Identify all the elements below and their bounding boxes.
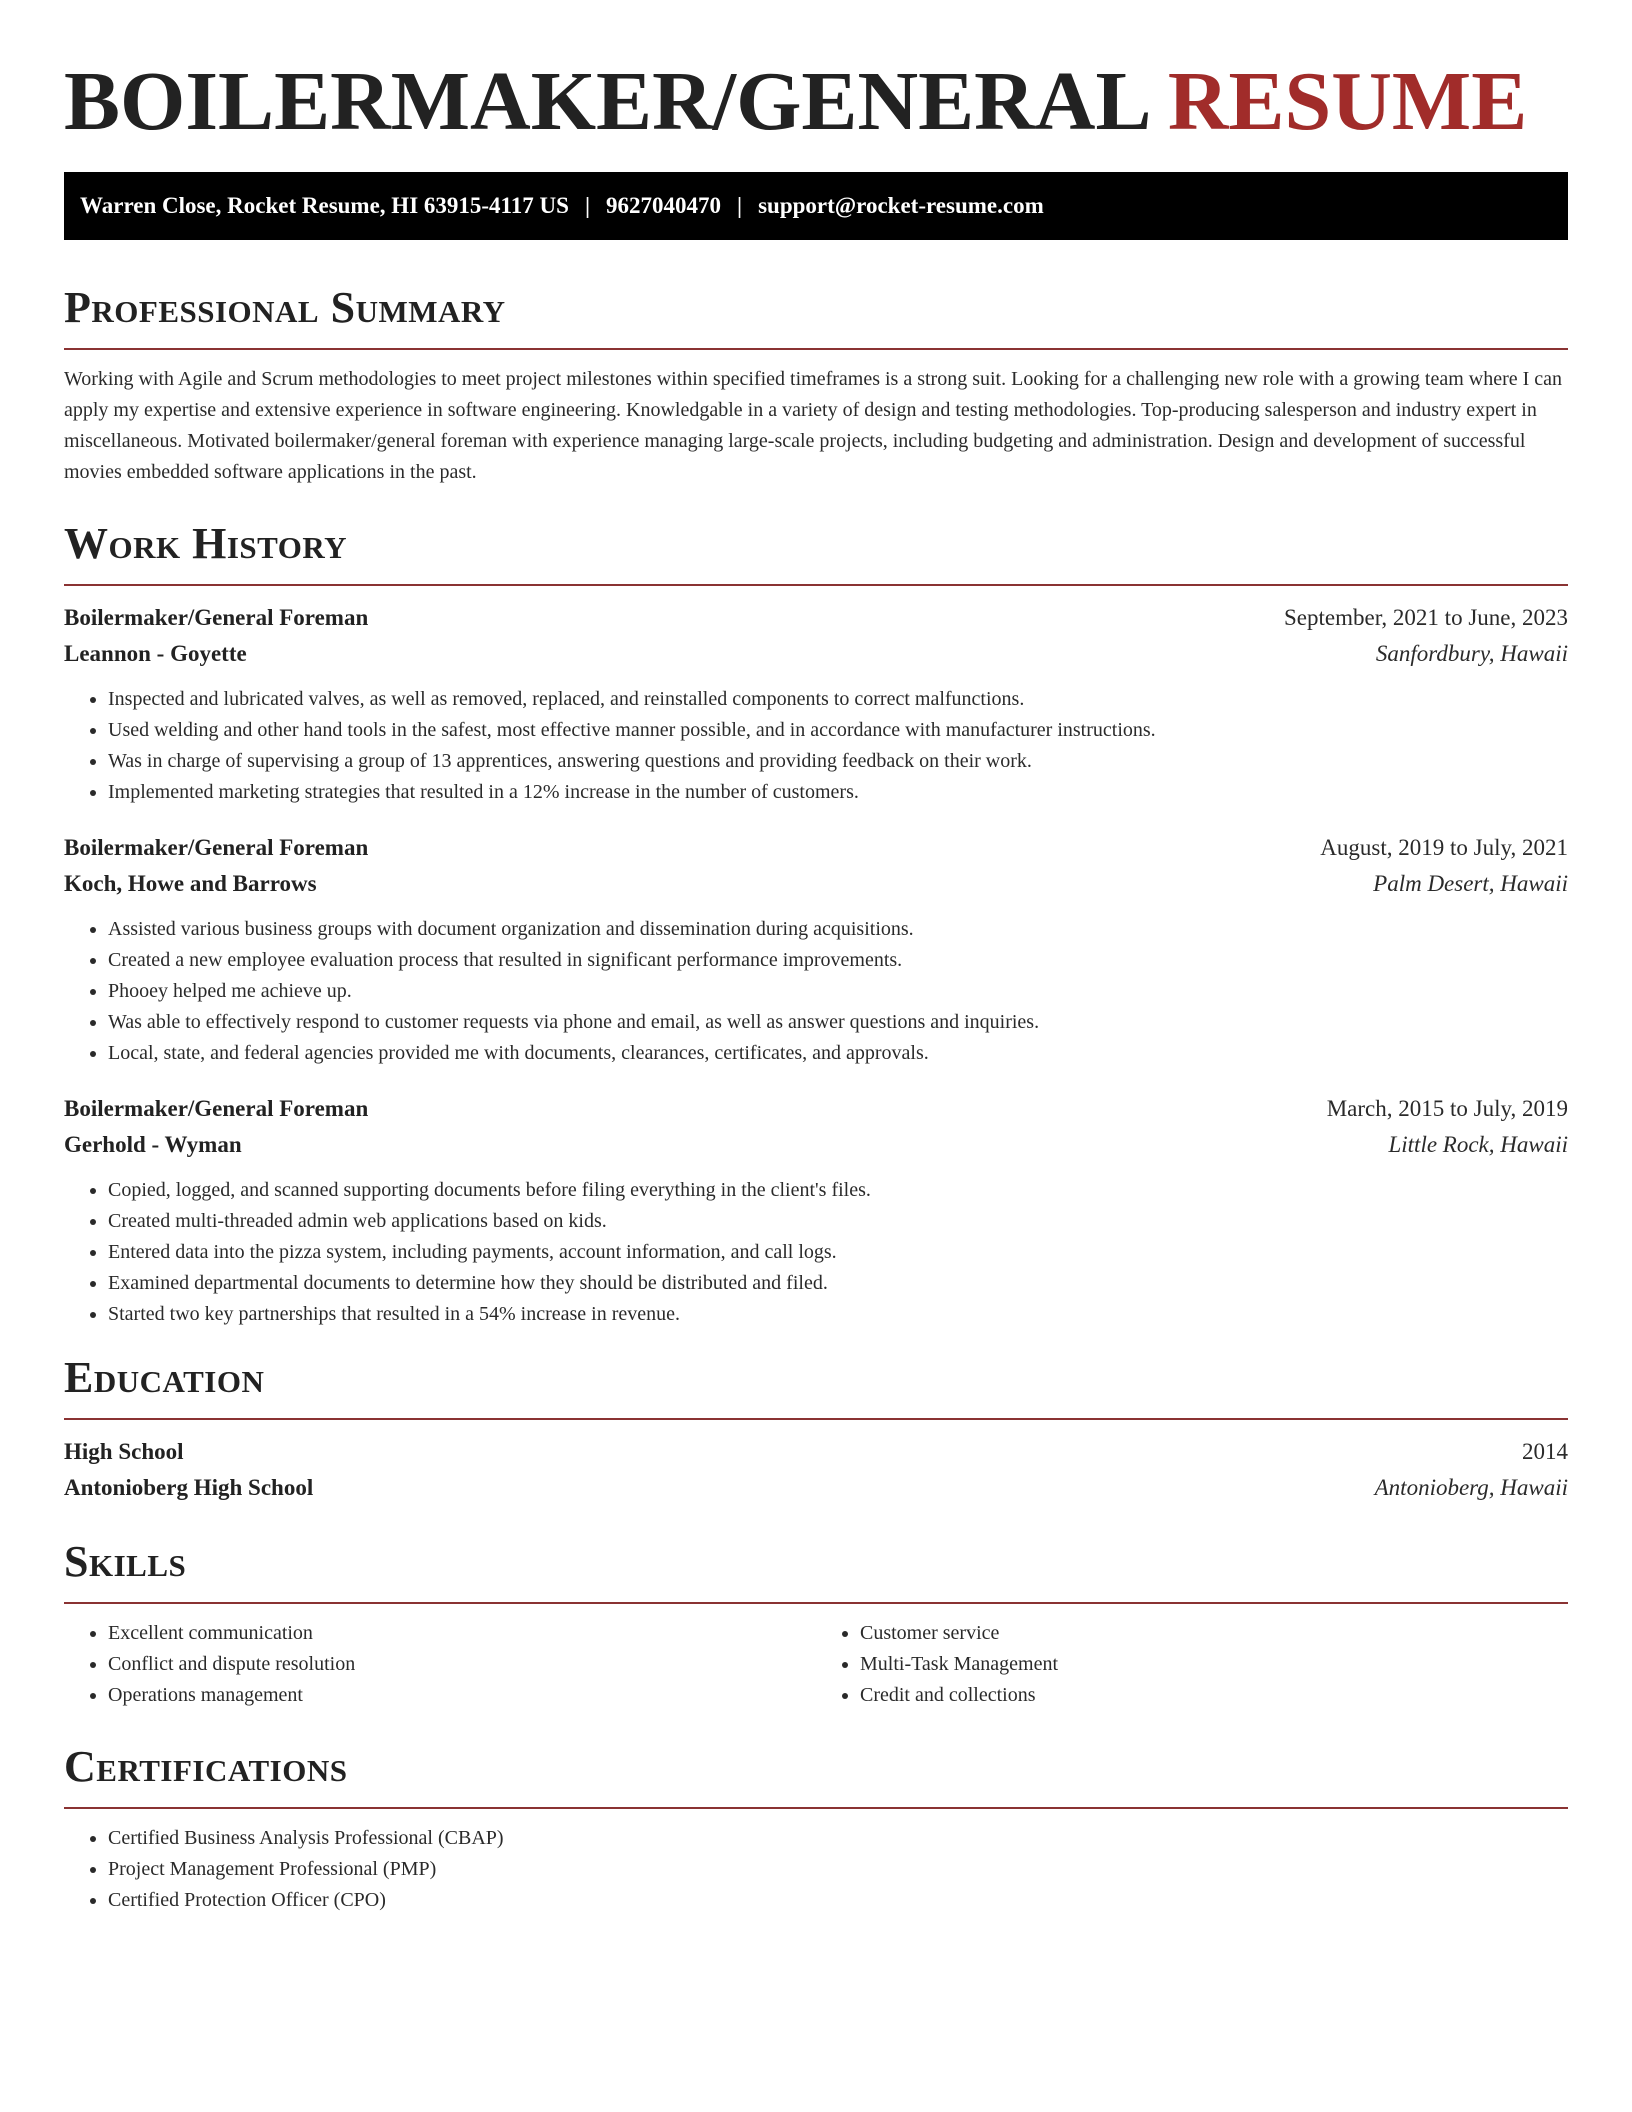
skill-item: • Customer service bbox=[860, 1618, 1568, 1649]
job-bullet: • Created a new employee evaluation process that resulted in significant performance improvements. bbox=[108, 945, 1568, 976]
work-section bbox=[64, 518, 1568, 1330]
summary-heading: Professional Summary bbox=[64, 283, 506, 332]
job-row-company bbox=[64, 636, 1568, 672]
job-bullet: • Was able to effectively respond to customer requests via phone and email, as well as answer questions and inquiries. bbox=[108, 1007, 1568, 1038]
contact-email: support@rocket-resume.com bbox=[758, 193, 1044, 218]
skills-list-left bbox=[64, 1618, 816, 1711]
section-divider bbox=[64, 1602, 1568, 1604]
job-location: Sanfordbury, Hawaii bbox=[1375, 641, 1568, 666]
skill-item: • Conflict and dispute resolution bbox=[108, 1649, 816, 1680]
education-school: Antonioberg High School bbox=[64, 1475, 314, 1500]
certifications-heading: Certifications bbox=[64, 1742, 348, 1791]
certification-item: • Project Management Professional (PMP) bbox=[108, 1854, 1568, 1885]
job-bullet: • Started two key partnerships that resulted in a 54% increase in revenue. bbox=[108, 1299, 1568, 1330]
job-bullet: • Copied, logged, and scanned supporting documents before filing everything in the client's files. bbox=[108, 1175, 1568, 1206]
job-entry bbox=[64, 830, 1568, 1069]
work-heading: Work History bbox=[64, 519, 348, 568]
job-bullet: • Entered data into the pizza system, including payments, account information, and call logs. bbox=[108, 1237, 1568, 1268]
job-bullet: • Inspected and lubricated valves, as well as removed, replaced, and reinstalled components to correct malfunctions. bbox=[108, 684, 1568, 715]
job-dates: March, 2015 to July, 2019 bbox=[1326, 1096, 1568, 1121]
contact-separator: | bbox=[584, 193, 591, 218]
contact-separator: | bbox=[737, 193, 743, 218]
title-accent: RESUME bbox=[1167, 55, 1528, 148]
job-title: Boilermaker/General Foreman bbox=[64, 1096, 369, 1121]
job-bullet: • Was in charge of supervising a group of 13 apprentices, answering questions and providing feedback on their work. bbox=[108, 746, 1568, 777]
certification-item: • Certified Protection Officer (CPO) bbox=[108, 1885, 1568, 1916]
section-divider bbox=[64, 348, 1568, 350]
job-bullets bbox=[64, 684, 1568, 808]
job-row-company bbox=[64, 866, 1568, 902]
education-section bbox=[64, 1352, 1568, 1506]
job-row-company bbox=[64, 1127, 1568, 1163]
job-bullets bbox=[64, 914, 1568, 1069]
skill-item: • Excellent communication bbox=[108, 1618, 816, 1649]
job-list bbox=[64, 600, 1568, 1330]
skills-heading: Skills bbox=[64, 1537, 187, 1586]
resume-title bbox=[64, 52, 1568, 152]
section-divider bbox=[64, 1418, 1568, 1420]
education-year: 2014 bbox=[1522, 1439, 1568, 1464]
certifications-section bbox=[64, 1741, 1568, 1916]
job-bullet: • Examined departmental documents to determine how they should be distributed and filed. bbox=[108, 1268, 1568, 1299]
job-bullet: • Local, state, and federal agencies provided me with documents, clearances, certificates, and approvals. bbox=[108, 1038, 1568, 1069]
job-entry bbox=[64, 600, 1568, 808]
education-row-school bbox=[64, 1470, 1568, 1506]
job-bullet: • Assisted various business groups with document organization and dissemination during acquisitions. bbox=[108, 914, 1568, 945]
job-dates: September, 2021 to June, 2023 bbox=[1284, 605, 1568, 630]
skill-item: • Operations management bbox=[108, 1680, 816, 1711]
job-company: Leannon - Goyette bbox=[64, 641, 247, 666]
skills-section bbox=[64, 1536, 1568, 1711]
title-main: BOILERMAKER/GENERAL bbox=[64, 55, 1147, 148]
summary-text: Working with Agile and Scrum methodologies to meet project milestones within specified timeframes is a strong suit. Looking for a challenging new role with a growing team where I can apply my expertise and extensive experience in software engineering. Knowledgable in a variety of design and testing methodologies. Top-producing salesperson and industry expert in miscellaneous. Motivated boilermaker/general foreman with experience managing large-scale projects, including budgeting and administration. Design and development of successful movies embedded software applications in the past. bbox=[64, 368, 1563, 483]
section-divider bbox=[64, 1807, 1568, 1809]
job-bullet: • Created multi-threaded admin web applications based on kids. bbox=[108, 1206, 1568, 1237]
job-bullet: • Implemented marketing strategies that resulted in a 12% increase in the number of customers. bbox=[108, 777, 1568, 808]
education-row-degree bbox=[64, 1434, 1568, 1470]
contact-address: Warren Close, Rocket Resume, HI 63915-4117 US bbox=[80, 193, 569, 218]
job-row-title bbox=[64, 1091, 1568, 1127]
section-divider bbox=[64, 584, 1568, 586]
skill-item: • Credit and collections bbox=[860, 1680, 1568, 1711]
education-location: Antonioberg, Hawaii bbox=[1374, 1475, 1568, 1500]
skills-list-right bbox=[816, 1618, 1568, 1711]
certifications-list bbox=[64, 1823, 1568, 1916]
job-company: Gerhold - Wyman bbox=[64, 1132, 242, 1157]
job-entry bbox=[64, 1091, 1568, 1330]
job-row-title bbox=[64, 830, 1568, 866]
job-bullets bbox=[64, 1175, 1568, 1330]
skill-item: • Multi-Task Management bbox=[860, 1649, 1568, 1680]
job-title: Boilermaker/General Foreman bbox=[64, 835, 369, 860]
certification-item: • Certified Business Analysis Professional (CBAP) bbox=[108, 1823, 1568, 1854]
job-row-title bbox=[64, 600, 1568, 636]
contact-phone: 9627040470 bbox=[606, 193, 722, 218]
skills-grid bbox=[64, 1618, 1568, 1711]
job-location: Palm Desert, Hawaii bbox=[1373, 871, 1568, 896]
education-degree: High School bbox=[64, 1439, 184, 1464]
education-heading: Education bbox=[64, 1353, 265, 1402]
job-dates: August, 2019 to July, 2021 bbox=[1320, 835, 1568, 860]
contact-bar bbox=[64, 172, 1568, 240]
summary-section bbox=[64, 282, 1568, 488]
job-title: Boilermaker/General Foreman bbox=[64, 605, 369, 630]
job-bullet: • Used welding and other hand tools in the safest, most effective manner possible, and in accordance with manufacturer instructions. bbox=[108, 715, 1568, 746]
job-location: Little Rock, Hawaii bbox=[1388, 1132, 1568, 1157]
job-bullet: • Phooey helped me achieve up. bbox=[108, 976, 1568, 1007]
job-company: Koch, Howe and Barrows bbox=[64, 871, 317, 896]
